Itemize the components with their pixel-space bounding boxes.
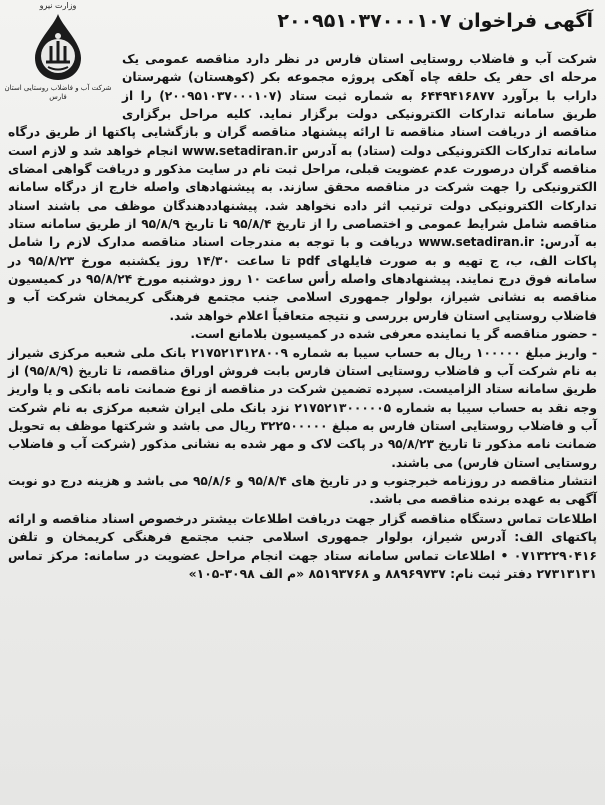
notice-paragraph-publication: انتشار مناقصه در روزنامه خبرجنوب و در تاریخ های ۹۵/۸/۴ و ۹۵/۸/۶ می باشد و هزینه درج دو نوبت آگهی به عهده برنده مناقصه می باشد. [8, 473, 597, 507]
company-logo-label: شرکت آب و فاضلاب روستایی استان فارس [4, 84, 112, 101]
notice-contact-info: اطلاعات تماس دستگاه مناقصه گزار جهت دریافت اطلاعات بیشتر درخصوص اسناد مناقصه و ارائه پاکتهای الف: آدرس شیراز، بولوار جمهوری اسلامی جنب مجتمع فرهنگی کریمخان و تلفن ۰۷۱۳۲۲۹۰۴۱۶ • اطلاعات تماس سامانه ستاد جهت انجام مراحل عضویت در سامانه: مرکز تماس ۲۷۳۱۳۱۳۱ دفتر ثبت نام: ۸۸۹۶۹۷۳۷ و ۸۵۱۹۳۷۶۸ «م الف ۳۰۹۸-۱۰۵» [8, 510, 597, 582]
notice-paragraph-main-head: شرکت آب و فاضلاب روستایی استان فارس در نظر دارد مناقصه عمومی یک مرحله ای حفر یک حلقه چاه آهکی پروژه مجموعه بکر (کوهستان) شهرستان داراب با برآورد ۶۴۴۹۴۱۶۸۷۷ به شماره ثبت ستاد (۲۰۰۹۵۱۰۳۷۰۰۰۱۰۷) را از طریق سامانه تدارکات الکترونیکی دولت برگزار نماید. کلیه مراحل برگزاری مناقصه از دریافت اسناد مناقصه تا ارائه پیشنهاد مناقصه گران و بازگشایی پاکتها از طریق درگاه سامانه تدارکات الکترونیکی دولت (ستاد) به آدرس www.setadiran.ir انجام خواهد شد و لازم است مناقصه گران درصورت عدم عضویت قبلی، مراحل ثبت نام در سایت مذکور و دریافت گواهی امضای الکترونیکی را جهت شرکت در مناقصه محقق سازند. به پیشنهادهای واصله خارج از درگاه سامانه تدارکات الکترونیکی دولت ترتیب اثر داده نخواهد شد. پیشنهاددهندگان موظف می باشند اسناد مناقصه شامل شرایط عمومی و اختصاصی را از تاریخ ۹۵/۸/۴ تا تاریخ ۹۵/۸/۹ از طریق سامانه ستاد به آدرس: www.setadiran.ir دریافت و با توجه به مندرجات اسناد مناقصه مدارک لازم را شامل پاکات الف، ب، ج تهیه و به صورت فایلهای pdf تا ساعت ۱۴/۳۰ روز یکشنبه مورخ ۹۵/۸/۲۳ در سامانه فوق درج نمایند. پیشنهادهای واصله رأس ساعت ۱۰ روز دوشنبه مورخ ۹۵/۸/۲۴ در کمیسیون مناقصه به نشانی شیراز، بولوار جمهوری اسلامی جنب مجتمع فرهنگی کریمخان شرکت آب و فاضلاب روستایی استان فارس بررسی و نتیجه متعاقباً اعلام خواهد شد. [8, 52, 598, 323]
ministry-label: وزارت نیرو [39, 1, 77, 10]
notice-body [8, 50, 597, 584]
notice-paragraph-attendance: - حضور مناقصه گر یا نماینده معرفی شده در کمیسیون بلامانع است. [190, 327, 597, 342]
notice-paragraph-deposit: - واریز مبلغ ۱۰۰۰۰۰ ریال به حساب سیبا به شماره ۲۱۷۵۲۱۳۱۲۸۰۰۹ بانک ملی شعبه مرکزی شیراز به نام شرکت آب و فاضلاب روستایی استان فارس بابت فروش اوراق مناقصه، تا تاریخ (۹۵/۸/۹) از طریق سامانه ستاد الزامیست. سپرده تضمین شرکت در مناقصه از نوع ضمانت نامه بانکی و یا واریز وجه نقد به حساب سیبا به شماره ۲۱۷۵۲۱۳۰۰۰۰۰۵ نزد بانک ملی ایران شعبه مرکزی به نام شرکت آب و فاضلاب روستایی استان فارس به مبلغ ۳۲۲۵۰۰۰۰۰ ریال می باشد و شرکتها موظف به تحویل ضمانت نامه مذکور تا تاریخ ۹۵/۸/۲۳ در پاکت لاک و مهر شده به نشانی مذکور (شرکت آب و فاضلاب روستایی استان فارس) می باشند. [8, 345, 598, 470]
notice-title: آگهی فراخوان ۲۰۰۹۵۱۰۳۷۰۰۰۱۰۷ [277, 10, 593, 32]
